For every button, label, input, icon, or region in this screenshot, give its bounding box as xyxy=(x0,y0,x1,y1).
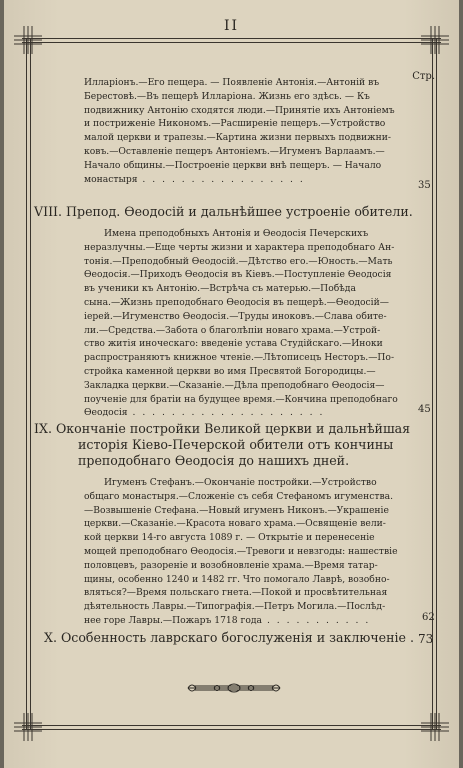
text-line: подвижнику Антонію сходятся люди.—Принятіе ихъ Антоніемъ xyxy=(84,104,395,116)
section8-page-number: 45 xyxy=(418,404,431,415)
section9-title-line: преподобнаго Ѳеодосія до нашихъ дней. xyxy=(78,453,350,468)
frame-top-line-2 xyxy=(22,42,441,43)
text-line xyxy=(84,406,398,420)
text-line: въ ученики къ Антонію.—Встрѣча съ матерью.—Побѣда xyxy=(84,283,356,295)
section9-page-number: 62 xyxy=(422,612,435,623)
text-line: стройка каменной церкви во имя Пресвятой Богородицы.— xyxy=(84,365,376,377)
text-line-last: нее горе Лавры.—Пожаръ 1718 года xyxy=(84,614,263,626)
text-line: Начало общины.—Построеніе церкви внѣ пещеръ. — Начало xyxy=(84,159,382,171)
text-line-last: монастыря xyxy=(84,173,138,185)
text-line: Закладка церкви.—Сказаніе.—Дѣла преподобнаго Ѳеодосія— xyxy=(84,379,385,391)
frame-left-line-1 xyxy=(26,38,27,730)
corner-ornament-icon xyxy=(421,26,449,54)
leader-dots: . . . . . . . . . . . . . . . . . xyxy=(137,173,305,185)
text-line: общаго монастыря.—Сложеніе съ себя Стефаномъ игуменства. xyxy=(84,490,394,502)
section9-description xyxy=(84,476,398,628)
frame-right-line-2 xyxy=(432,38,433,730)
text-line: Имена преподобныхъ Антонія и Ѳеодосія Печерскихъ xyxy=(104,228,369,239)
section9-title-line: исторія Кіево-Печерской обители отъ кончины xyxy=(78,437,394,452)
text-line: ли.—Средства.—Забота о благолѣпіи новаго храма.—Устрой- xyxy=(84,324,381,336)
frame-top-line-1 xyxy=(22,38,441,39)
text-line: церкви.—Сказаніе.—Красота новаго храма.—Освященіе вели- xyxy=(84,518,386,530)
frame-bottom-line-1 xyxy=(22,725,441,726)
section7-page-number: 35 xyxy=(418,180,431,191)
section8-title: VIII. Препод. Ѳеодосій и дальнѣйшее устроеніе обители. xyxy=(34,204,413,219)
leader-dots: . . . . . . . . . . . . . . . . . . . . xyxy=(127,407,325,419)
text-line: Берестовѣ.—Въ пещерѣ Илларіона. Жизнь его здѣсь. — Къ xyxy=(84,90,370,102)
text-line: Ѳеодосія.—Приходъ Ѳеодосія въ Кіевъ.—Поступленіе Ѳеодосія xyxy=(84,269,392,281)
text-line-last: Ѳеодосія xyxy=(84,407,128,419)
text-line: тонія.—Преподобный Ѳеодосій.—Дѣтство его.—Юность.—Мать xyxy=(84,255,393,267)
text-line: вляться?—Время польскаго гнета.—Покой и просвѣтительная xyxy=(84,587,388,599)
text-line: —Возвышеніе Стефана.—Новый игуменъ Никонъ.—Украшеніе xyxy=(84,504,389,516)
page-column-header: Стр. xyxy=(412,71,435,82)
text-line: щины, особенно 1240 и 1482 гг. Что помогало Лаврѣ, возобно- xyxy=(84,573,390,585)
frame-bottom-line-2 xyxy=(22,729,441,730)
text-line xyxy=(84,614,398,628)
section7-description xyxy=(84,76,395,186)
scroll-ornament-icon xyxy=(184,680,284,696)
text-line: Игуменъ Стефанъ.—Окончаніе постройки.—Устройство xyxy=(104,477,377,488)
section9-title xyxy=(34,421,410,469)
text-line: распространяютъ книжное чтеніе.—Лѣтописецъ Несторъ.—По- xyxy=(84,352,395,364)
section10-title xyxy=(44,630,414,646)
text-line xyxy=(84,173,395,187)
text-line: неразлучны.—Еще черты жизни и характера преподобнаго Ан- xyxy=(84,241,395,253)
section10-page-number: 73 xyxy=(418,632,434,646)
frame-left-line-2 xyxy=(30,38,31,730)
corner-ornament-icon xyxy=(14,713,42,741)
corner-ornament-icon xyxy=(421,713,449,741)
text-line: и постриженіе Никономъ.—Расширеніе пещеръ.—Устройство xyxy=(84,118,386,130)
section8-description xyxy=(84,227,398,420)
frame-right-line-1 xyxy=(436,38,437,730)
text-line: ковъ.—Оставленіе пещеръ Антоніемъ.—Игуменъ Варлаамъ.— xyxy=(84,145,385,157)
text-line: половцевъ, разореніе и возобновленіе храма.—Время татар- xyxy=(84,559,378,571)
section9-title-line: IX. Окончаніе постройки Великой церкви и дальнѣйшая xyxy=(34,421,411,436)
text-line: дѣятельность Лавры.—Типографія.—Петръ Могила.—Послѣд- xyxy=(84,601,386,613)
text-line: малой церкви и трапезы.—Картина жизни первыхъ подвижни- xyxy=(84,132,391,144)
text-line: мощей преподобнаго Ѳеодосія.—Тревоги и невзгоды: нашествіе xyxy=(84,545,398,557)
leader-dots: . xyxy=(405,630,414,645)
text-line: Илларіонъ.—Его пещера. — Появленіе Антонія.—Антоній въ xyxy=(84,77,380,88)
text-line: сына.—Жизнь преподобнаго Ѳеодосія въ пещерѣ.—Ѳеодосій— xyxy=(84,296,389,308)
text-line: ство житія иноческаго: введеніе устава Студійскаго.—Иноки xyxy=(84,338,383,350)
page-number: II xyxy=(223,18,240,34)
section10-title-text: X. Особенность лаврскаго богослуженія и заключеніе xyxy=(44,630,406,645)
text-line: кой церкви 14-го августа 1089 г. — Открытіе и перенесеніе xyxy=(84,532,375,544)
text-line: поученіе для братіи на будущее время.—Кончина преподобнаго xyxy=(84,393,398,405)
text-line: іерей.—Игуменство Ѳеодосія.—Труды иноковъ.—Слава обите- xyxy=(84,310,387,322)
book-page xyxy=(4,0,459,768)
corner-ornament-icon xyxy=(14,26,42,54)
leader-dots: . . . . . . . . . . . xyxy=(262,614,371,626)
